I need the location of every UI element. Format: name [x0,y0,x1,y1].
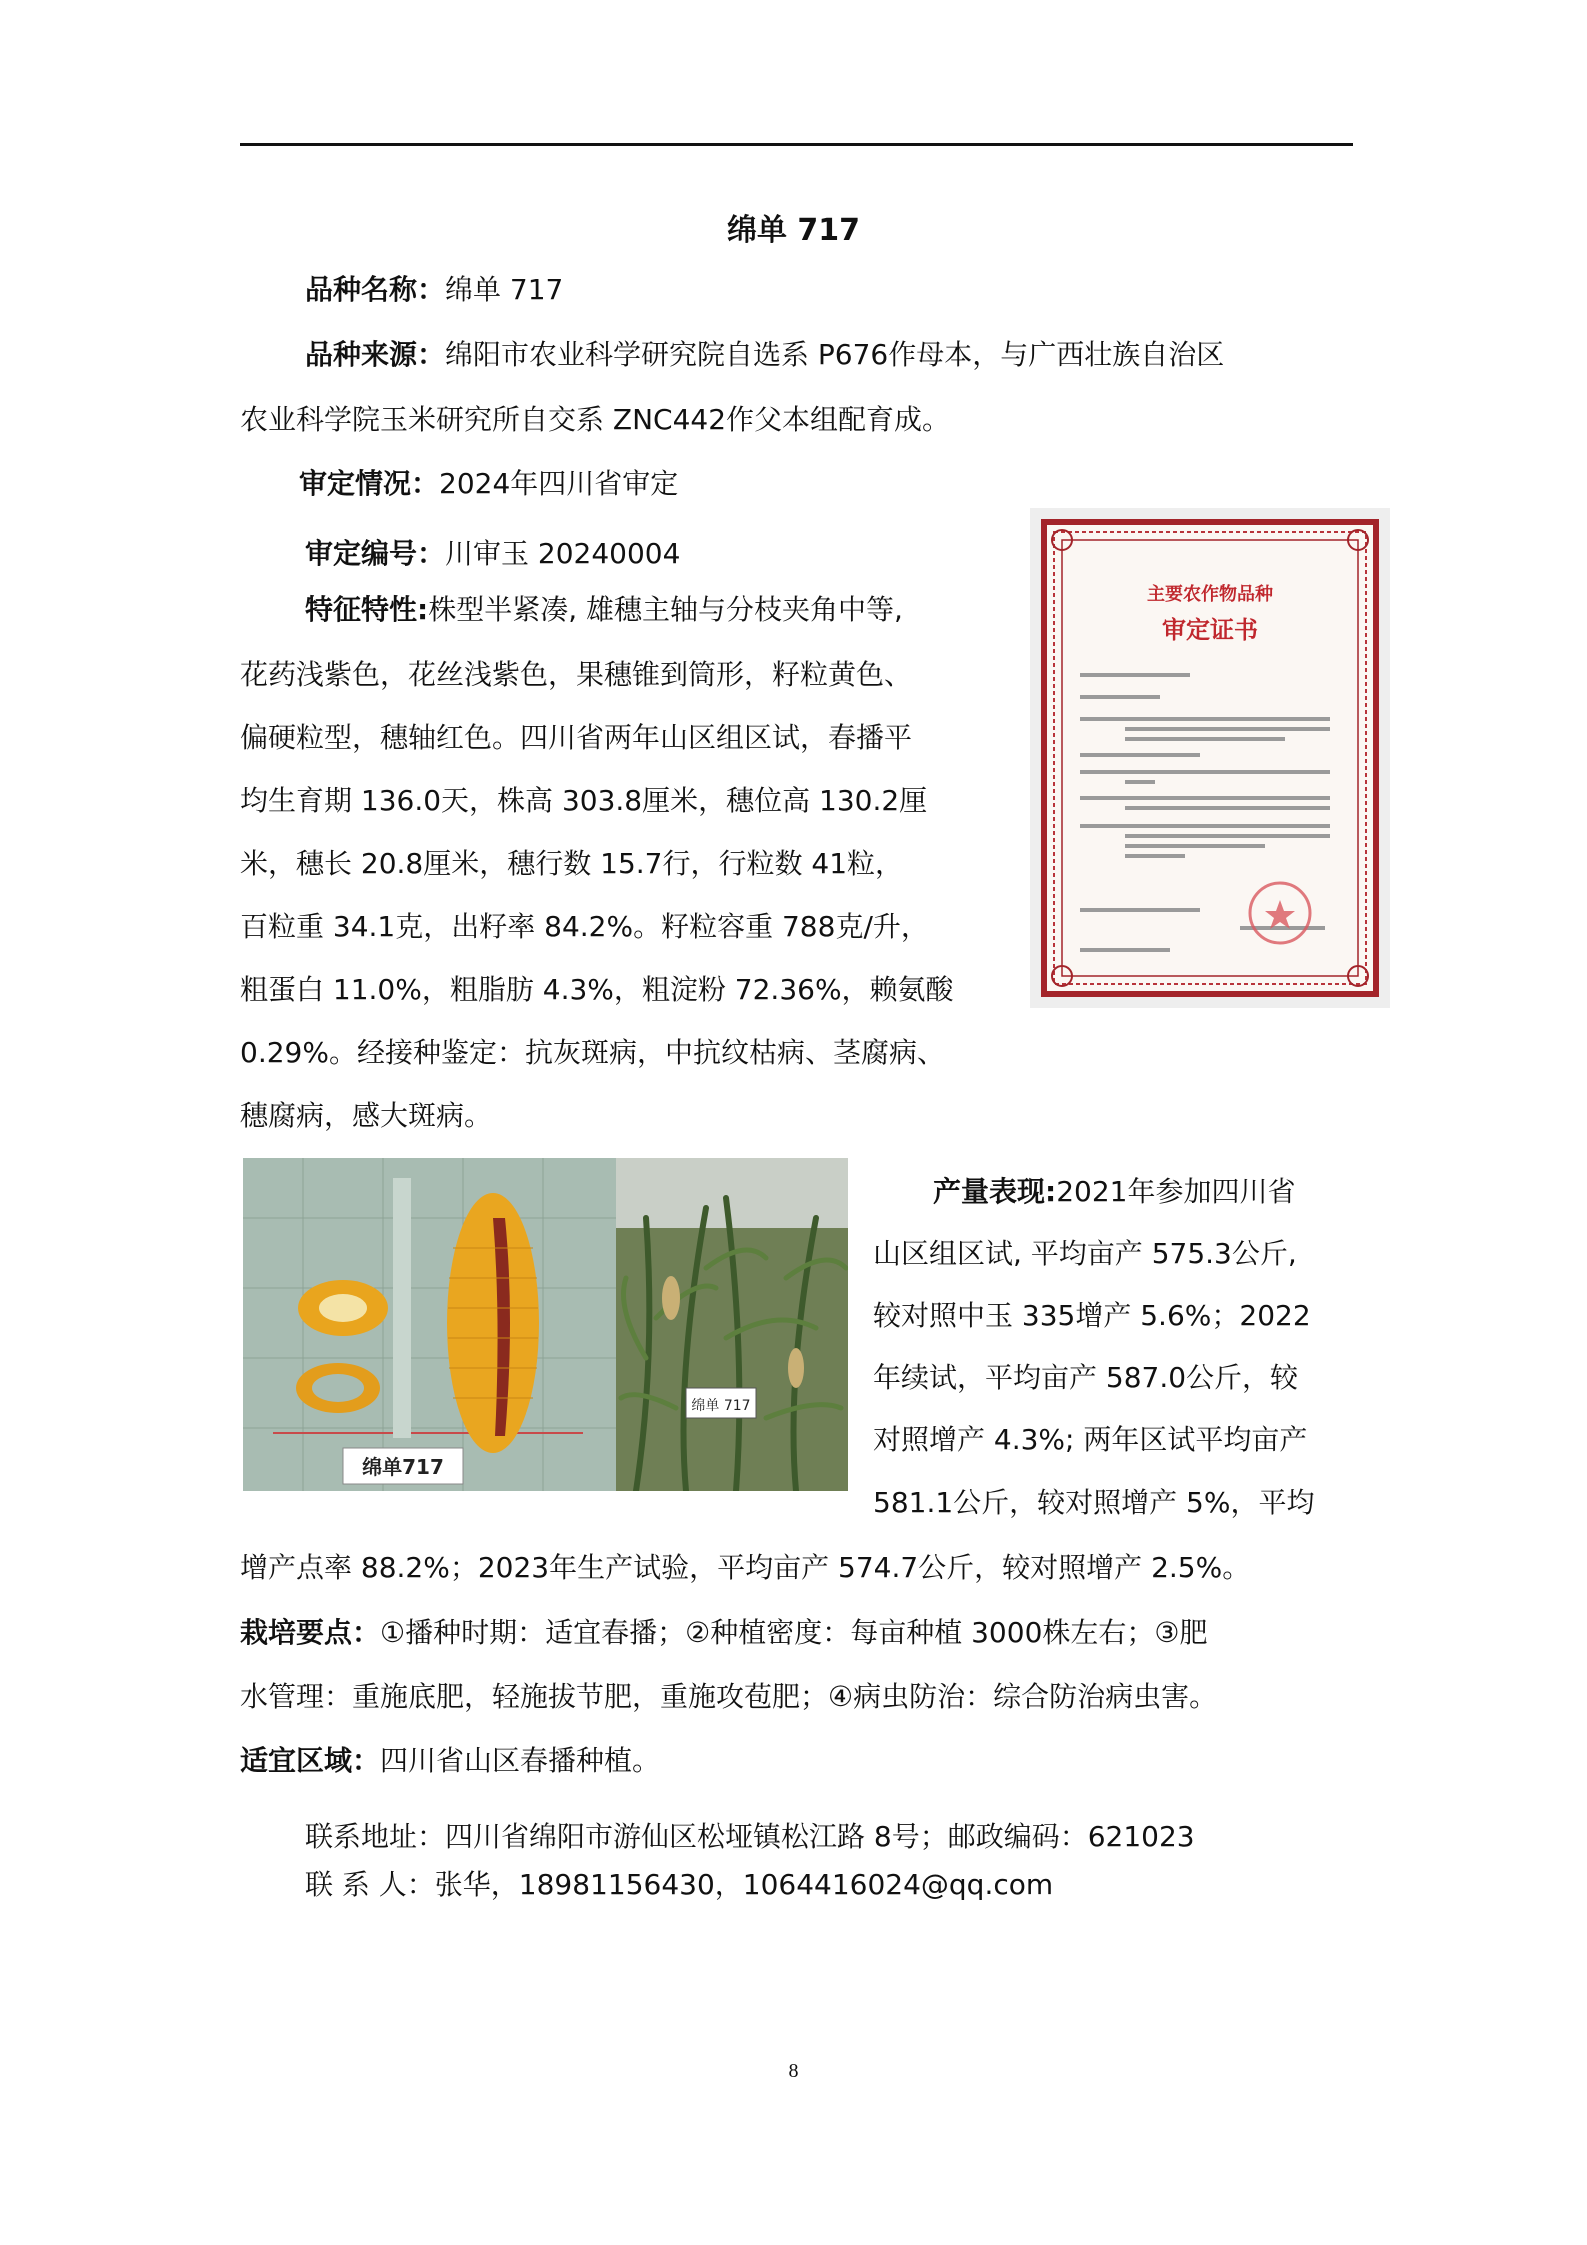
traits-label: 特征特性: [305,593,429,626]
source-label: 品种来源： [305,338,446,371]
cultivation-label: 栽培要点： [240,1616,381,1649]
corn-ear-photo [243,1158,616,1491]
page-title: 绵单 717 [726,213,861,248]
region-value: 四川省山区春播种植。 [380,1744,661,1777]
approval-status-value: 2024年四川省审定 [439,467,679,500]
approval-number-label: 审定编号： [305,537,446,570]
contact-address: 联系地址：四川省绵阳市游仙区松垭镇松江路 8号；邮政编码：621023 [305,1820,1195,1853]
corn-field-photo [616,1158,848,1491]
yield-line: 2021年参加四川省 [1056,1175,1296,1208]
yield-line: 581.1公斤，较对照增产 5%，平均 [873,1486,1315,1519]
cultivation-line-2: 水管理：重施底肥，轻施拔节肥，重施攻苞肥；④病虫防治：综合防治病虫害。 [240,1680,1218,1713]
cultivation-row [240,1613,1207,1653]
approval-number-value: 川审玉 20240004 [445,537,681,570]
yield-line: 山区组区试, 平均亩产 575.3公斤, [873,1237,1297,1270]
traits-row [305,590,903,630]
yield-line: 增产点率 88.2%；2023年生产试验，平均亩产 574.7公斤，较对照增产 2.5%。 [240,1551,1251,1584]
cultivation-line-1: ①播种时期：适宜春播；②种植密度：每亩种植 3000株左右；③肥 [380,1616,1208,1649]
yield-label: 产量表现: [933,1175,1057,1208]
traits-line: 百粒重 34.1克，出籽率 84.2%。籽粒容重 788克/升， [240,910,929,943]
yield-line: 对照增产 4.3%; 两年区试平均亩产 [873,1423,1308,1456]
region-label: 适宜区域： [240,1744,381,1777]
traits-line: 株型半紧凑, 雄穗主轴与分枝夹角中等, [428,593,903,626]
traits-line: 粗蛋白 11.0%，粗脂肪 4.3%，粗淀粉 72.36%，赖氨酸 [240,973,954,1006]
contact-person: 联 系 人：张华，18981156430，1064416024@qq.com [305,1868,1054,1901]
traits-line: 0.29%。经接种鉴定：抗灰斑病，中抗纹枯病、茎腐病、 [240,1036,945,1069]
yield-row [933,1172,1295,1212]
ear-photo-label: 绵单717 [362,1455,444,1479]
yield-line: 年续试，平均亩产 587.0公斤，较 [873,1361,1299,1394]
approval-status-label: 审定情况： [299,467,440,500]
certificate-heading: 主要农作物品种 [1147,584,1273,605]
variety-name-label: 品种名称： [305,273,446,306]
approval-status-row [299,464,678,504]
variety-name-row [305,270,563,310]
traits-line: 米，穗长 20.8厘米，穗行数 15.7行，行粒数 41粒， [240,847,904,880]
page-number: 8 [788,2060,799,2082]
source-line-2: 农业科学院玉米研究所自交系 ZNC442作父本组配育成。 [240,403,951,436]
region-row [240,1741,660,1781]
variety-name-value: 绵单 717 [445,273,564,306]
approval-number-row [305,534,680,574]
source-line-1: 绵阳市农业科学研究院自选系 P676作母本，与广西壮族自治区 [445,338,1225,371]
traits-line: 穗腐病，感大斑病。 [240,1099,493,1132]
yield-line: 较对照中玉 335增产 5.6%；2022 [873,1299,1311,1332]
field-photo-label: 绵单 717 [691,1398,751,1414]
traits-line: 偏硬粒型，穗轴红色。四川省两年山区组区试，春播平 [240,721,913,754]
approval-certificate-image [1030,508,1390,1008]
header-rule [240,143,1353,146]
certificate-subheading: 审定证书 [1162,616,1258,644]
traits-line: 花药浅紫色，花丝浅紫色，果穗锥到筒形，籽粒黄色、 [240,658,913,691]
source-row [305,335,1224,375]
traits-line: 均生育期 136.0天，株高 303.8厘米，穗位高 130.2厘 [240,784,928,817]
